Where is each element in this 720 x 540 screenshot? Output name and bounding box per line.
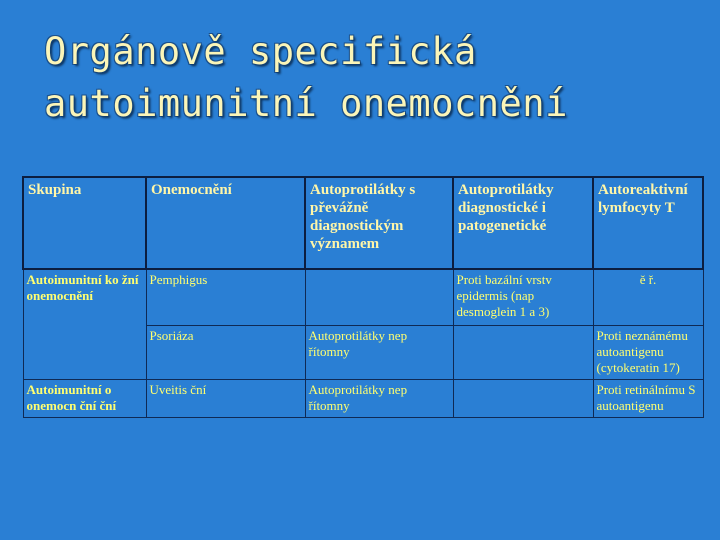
table-cell: Proti neznámému autoantigenu (cytokeratin 17) <box>593 325 703 379</box>
header-cell-skupina: Skupina <box>23 177 146 269</box>
table-header-row <box>23 177 703 269</box>
disease-table <box>22 176 704 418</box>
header-cell-onemocneni: Onemocnění <box>146 177 305 269</box>
slide-title-line-1: Orgánově specifická <box>44 30 477 73</box>
table-cell <box>305 269 453 325</box>
table-cell: Autoprotilátky nep řítomny <box>305 325 453 379</box>
table-cell <box>453 325 593 379</box>
slide-title-line-2: autoimunitní onemocnění <box>44 82 568 125</box>
table-row <box>23 325 703 379</box>
table-cell: Psoriáza <box>146 325 305 379</box>
table-cell: Autoimunitní o onemocn ční ční <box>23 379 146 417</box>
table-cell: Proti retinálnímu S autoantigenu <box>593 379 703 417</box>
header-cell-autoprotilatky-diagnosticke: Autoprotilátky s převážně diagnostickým významem <box>305 177 453 269</box>
table-cell: Pemphigus <box>146 269 305 325</box>
slide-title <box>44 26 704 130</box>
table-row <box>23 269 703 325</box>
header-cell-autoprotilatky-patogeneticke: Autoprotilátky diagnostické i patogenetické <box>453 177 593 269</box>
table-cell <box>453 379 593 417</box>
header-cell-lymfocyty-t: Autoreaktivní lymfocyty T <box>593 177 703 269</box>
table-cell <box>23 325 146 379</box>
table-row <box>23 379 703 417</box>
table-cell: Autoprotilátky nep řítomny <box>305 379 453 417</box>
table-cell: Autoimunitní ko žní onemocnění <box>23 269 146 325</box>
table-cell: Proti bazální vrstv epidermis (nap desmoglein 1 a 3) <box>453 269 593 325</box>
table-cell: ě ř. <box>593 269 703 325</box>
table-cell: Uveitis ční <box>146 379 305 417</box>
